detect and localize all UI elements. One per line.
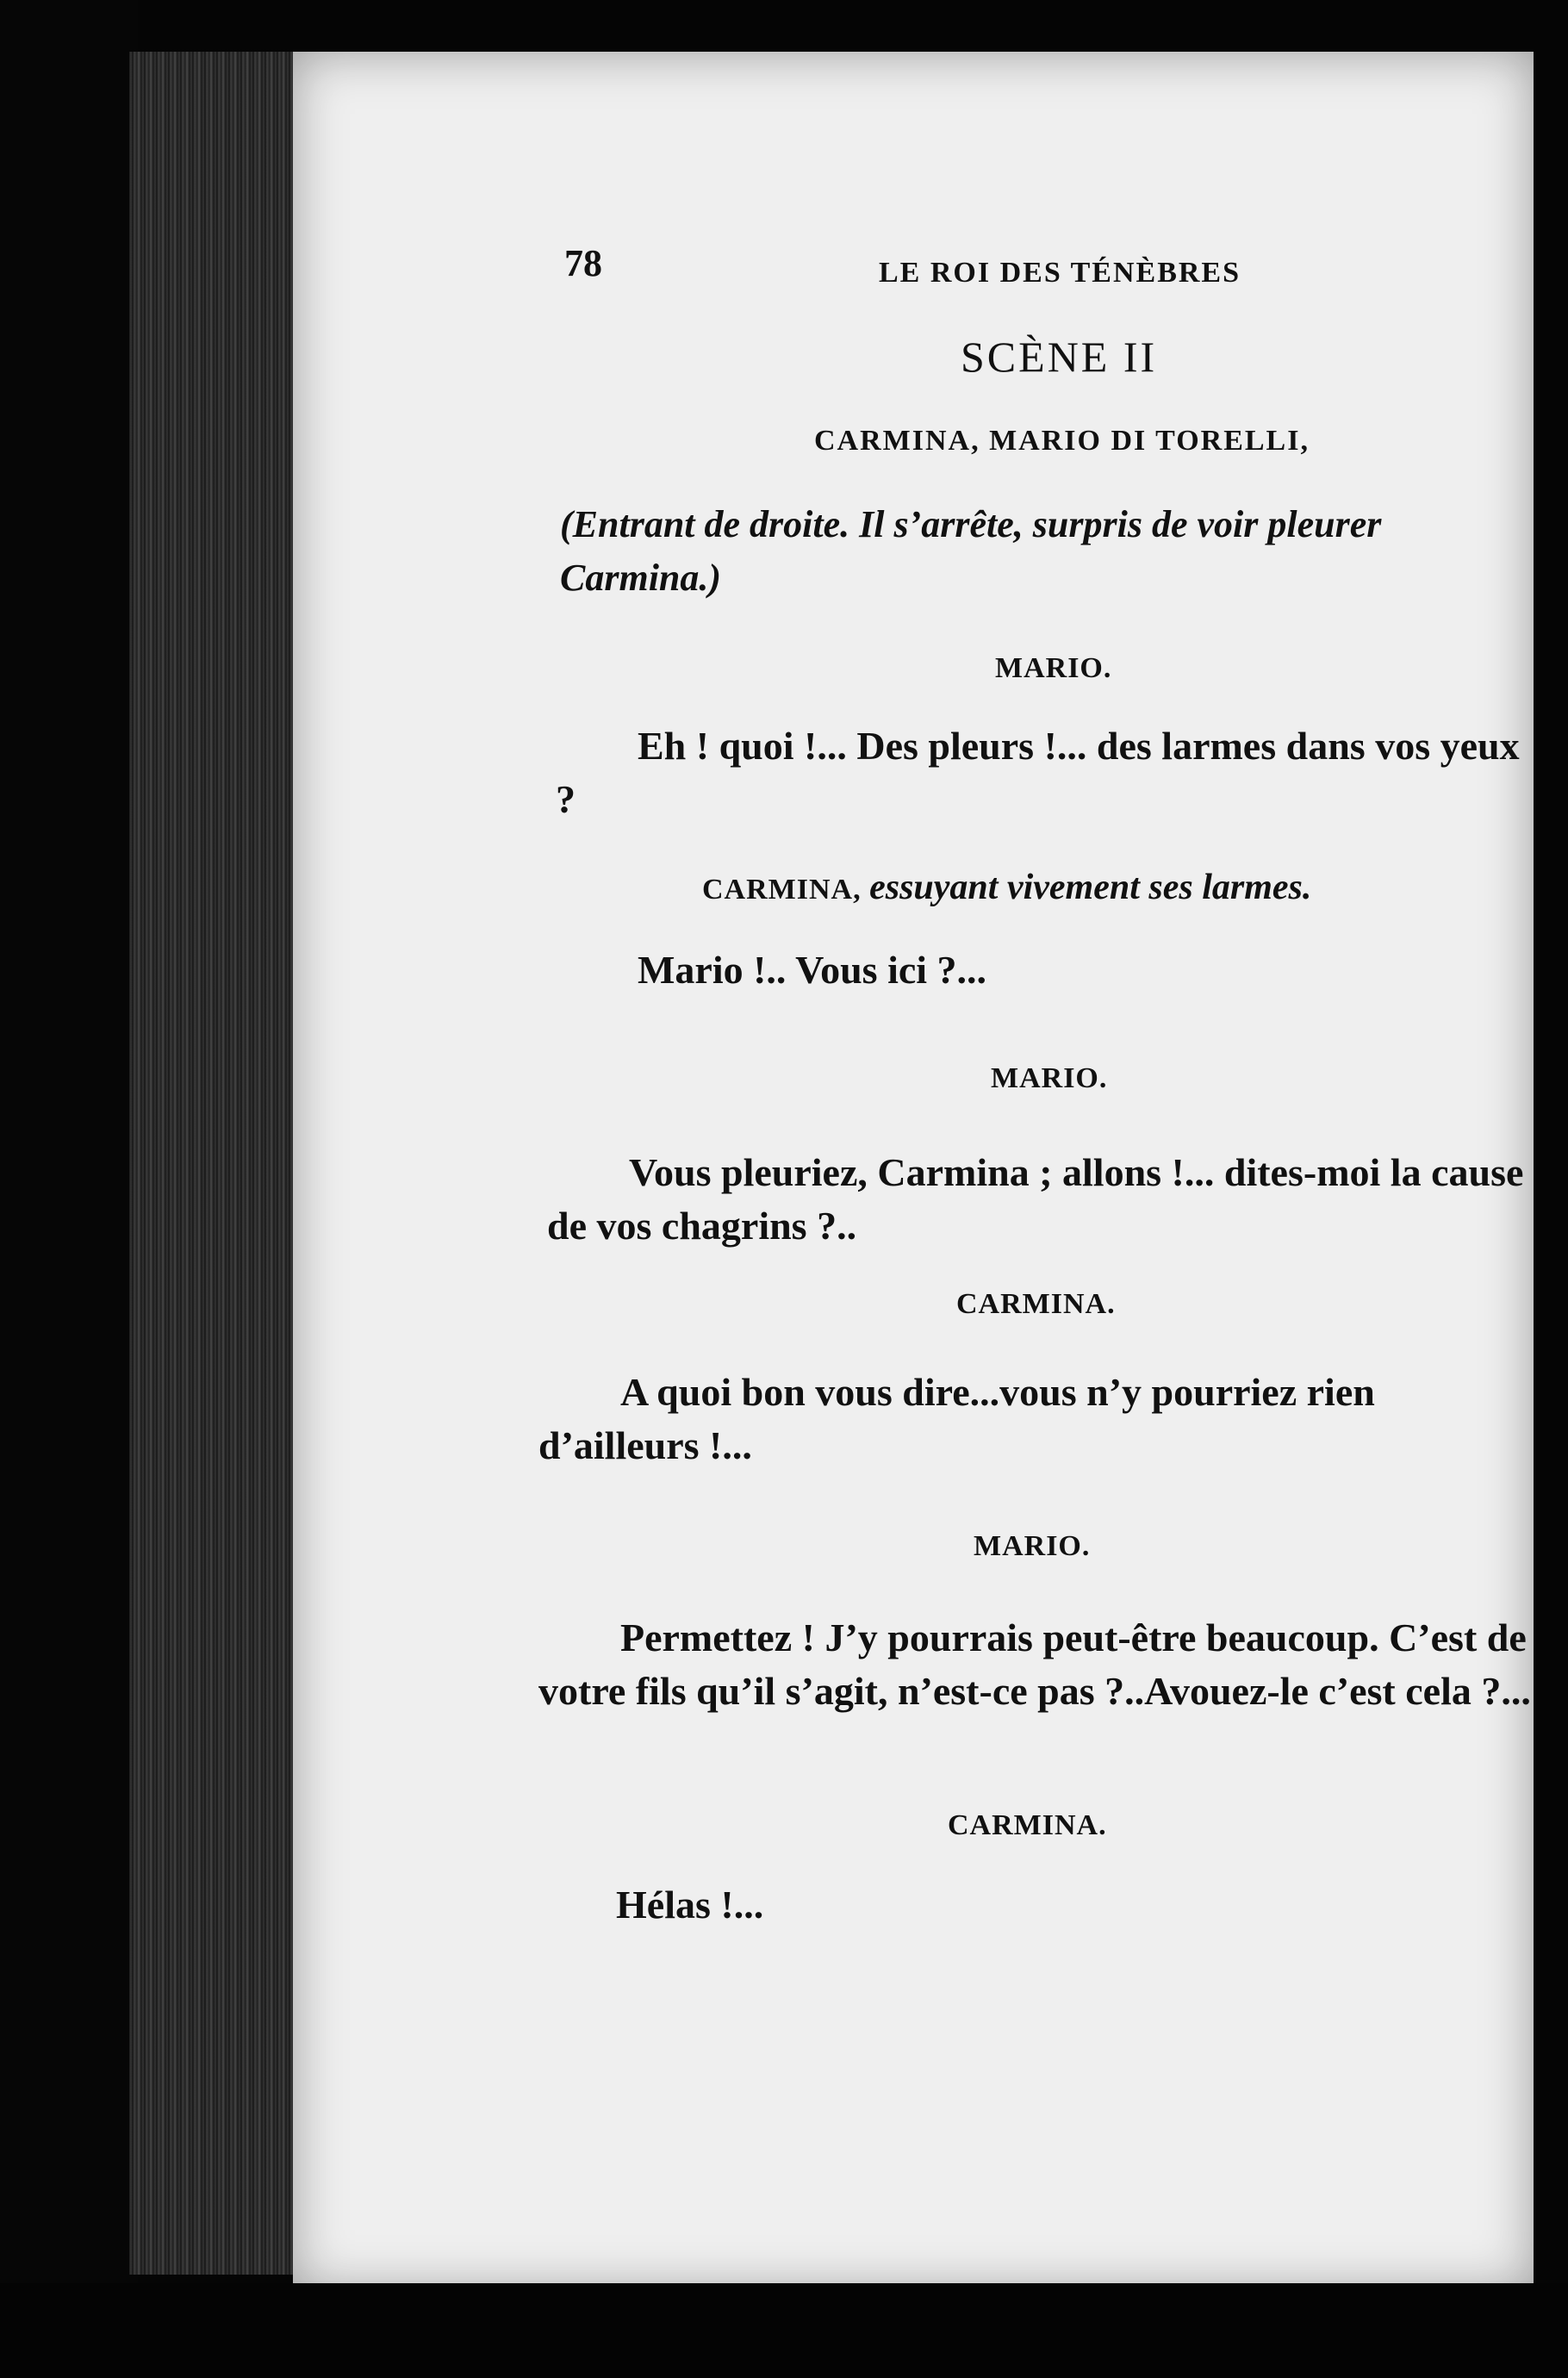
- page-number: 78: [564, 242, 602, 284]
- speaker-label: MARIO.: [974, 1530, 1091, 1562]
- stage-direction: (Entrant de droite. Il s’arrête, surpris de voir pleurer Carmina.): [560, 503, 1382, 599]
- scene-characters: CARMINA, MARIO DI TORELLI,: [814, 425, 1310, 457]
- speaker-label: CARMINA.: [948, 1809, 1107, 1841]
- running-head: LE ROI DES TÉNÈBRES: [879, 257, 1241, 289]
- speech-text: Hélas !...: [616, 1883, 764, 1927]
- speech-text: Eh ! quoi !... Des pleurs !... des larmes dans vos yeux ?: [556, 724, 1520, 821]
- speaker-name: CARMINA,: [702, 874, 862, 906]
- speech-text: A quoi bon vous dire...vous n’y pourriez rien d’ailleurs !...: [538, 1370, 1375, 1467]
- speaker-label: MARIO.: [995, 652, 1112, 684]
- speaker-label-with-direction: [702, 867, 1311, 908]
- speaker-label: CARMINA.: [956, 1288, 1116, 1320]
- speaker-label: MARIO.: [991, 1062, 1108, 1094]
- speech-text: Vous pleuriez, Carmina ; allons !... dites-moi la cause de vos chagrins ?..: [547, 1150, 1524, 1248]
- speech-text: Permettez ! J’y pourrais peut-être beaucoup. C’est de votre fils qu’il s’agit, n’est-ce pas ?..Avouez-le c’est cela ?...: [538, 1615, 1531, 1713]
- bottom-border: [0, 2283, 1568, 2378]
- scene-title: SCÈNE II: [961, 333, 1158, 381]
- speech-text: Mario !.. Vous ici ?...: [638, 948, 987, 992]
- background-dark: [0, 0, 138, 2378]
- speaker-direction: essuyant vivement ses larmes.: [869, 868, 1312, 907]
